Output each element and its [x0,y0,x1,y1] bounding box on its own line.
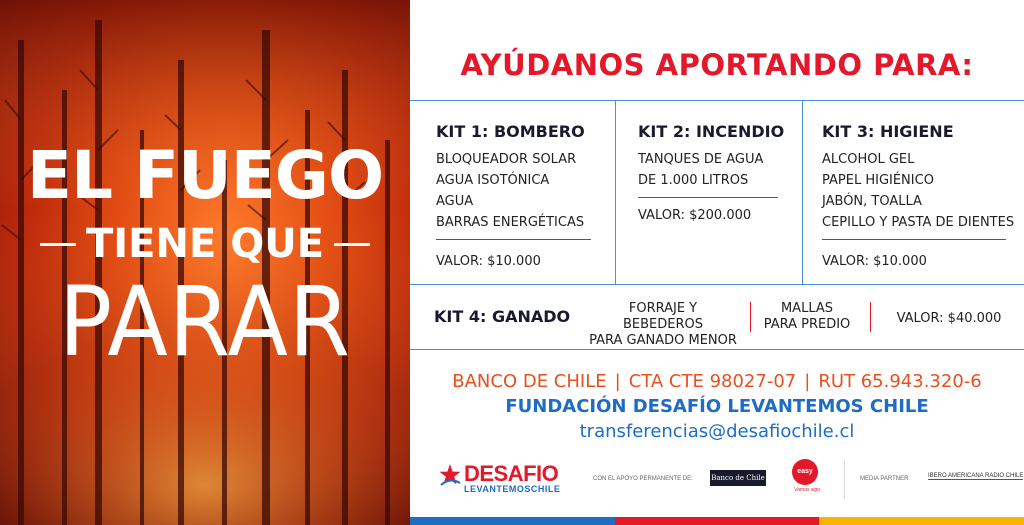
desafio-logo-subtext: LEVANTEMOSCHILE [464,484,561,494]
kit-4-separator [870,302,871,332]
easy-logo: easy [792,459,818,485]
kit-4-title: KIT 4: GANADO [434,307,571,326]
kit-1-item: BARRAS ENERGÉTICAS [436,215,585,230]
kit-1-divider [436,239,591,240]
grid-divider-1 [615,100,616,284]
kit-3-item: CEPILLO Y PASTA DE DIENTES [822,215,1015,230]
kit-3-item: PAPEL HIGIÉNICO [822,173,934,188]
kit-2-divider [638,197,778,198]
grid-bottom-line [410,349,1024,350]
kit-4-item-line: PARA PREDIO [763,317,851,332]
kit-1-value: VALOR: $10.000 [436,254,541,269]
kit-4-item-line: PARA GANADO MENOR [589,333,737,348]
kit-3-divider [822,239,1006,240]
sponsor-logos [410,455,1024,511]
kit-3-title: KIT 3: HIGIENE [822,122,954,141]
headline-parar: PARAR [58,266,352,378]
headline-tiene-que-text: TIENE QUE [85,221,325,267]
easy-tagline: Vamos sigo [794,487,820,493]
kit-1-item: BLOQUEADOR SOLAR [436,152,577,167]
kit-2-value: VALOR: $200.000 [638,208,752,223]
dash-left [40,243,76,246]
foundation-name: FUNDACIÓN DESAFÍO LEVANTEMOS CHILE [505,396,929,417]
media-partner-label: MEDIA PARTNER [860,476,909,482]
kit-3-value: VALOR: $10.000 [822,254,927,269]
kit-4-item-forage [588,301,738,349]
kit-4-item-line: FORRAJE Y BEBEDEROS [622,301,703,332]
stripe-yellow [819,517,1024,525]
kit-3-item: JABÓN, TOALLA [822,194,922,209]
kit-4-item-mesh [762,301,852,333]
kit-4-item-line: MALLAS [780,301,834,316]
headline-el-fuego: EL FUEGO [26,137,384,214]
email-link[interactable]: transferencias@desafiochile.cl [579,421,855,442]
kit-1 [436,122,596,269]
grid-top-line [410,100,1024,101]
separator: | [614,371,621,392]
bank-rut: RUT 65.943.320-6 [818,371,982,392]
kit-3 [822,122,1022,269]
support-label: CON EL APOYO PERMANENTE DE: [593,476,693,482]
kit-3-item: ALCOHOL GEL [822,152,915,167]
donation-info-panel [410,0,1024,525]
dash-right [334,243,370,246]
grid-divider-2 [802,100,803,284]
bank-account: CTA CTE 98027-07 [628,371,797,392]
page-title: AYÚDANOS APORTANDO PARA: [460,48,974,82]
grid-middle-line [410,284,1024,285]
stripe-red [615,517,820,525]
kit-2-item: DE 1.000 LITROS [638,173,749,188]
kit-2 [638,122,788,223]
kit-2-item: TANQUES DE AGUA [638,152,764,167]
desafio-logo-text: DESAFIO [464,461,559,486]
headline-tiene-que [0,221,410,267]
logo-divider [844,459,845,499]
star-icon [438,463,462,487]
kit-4-separator [750,302,751,332]
banco-de-chile-logo: Banco de Chile [710,470,766,486]
separator: | [804,371,811,392]
kit-1-item: AGUA [436,194,474,209]
radio-logo: IBERO AMERICANA RADIO CHILE [928,473,1024,479]
kit-4-value: VALOR: $40.000 [896,311,1002,326]
kit-1-item: AGUA ISOTÓNICA [436,173,550,188]
fire-photo [0,0,410,525]
bank-details [410,371,1024,392]
stripe-blue [410,517,615,525]
bank-name: BANCO DE CHILE [452,371,607,392]
kit-2-title: KIT 2: INCENDIO [638,122,785,141]
color-stripe [410,517,1024,525]
kit-1-title: KIT 1: BOMBERO [436,122,585,141]
